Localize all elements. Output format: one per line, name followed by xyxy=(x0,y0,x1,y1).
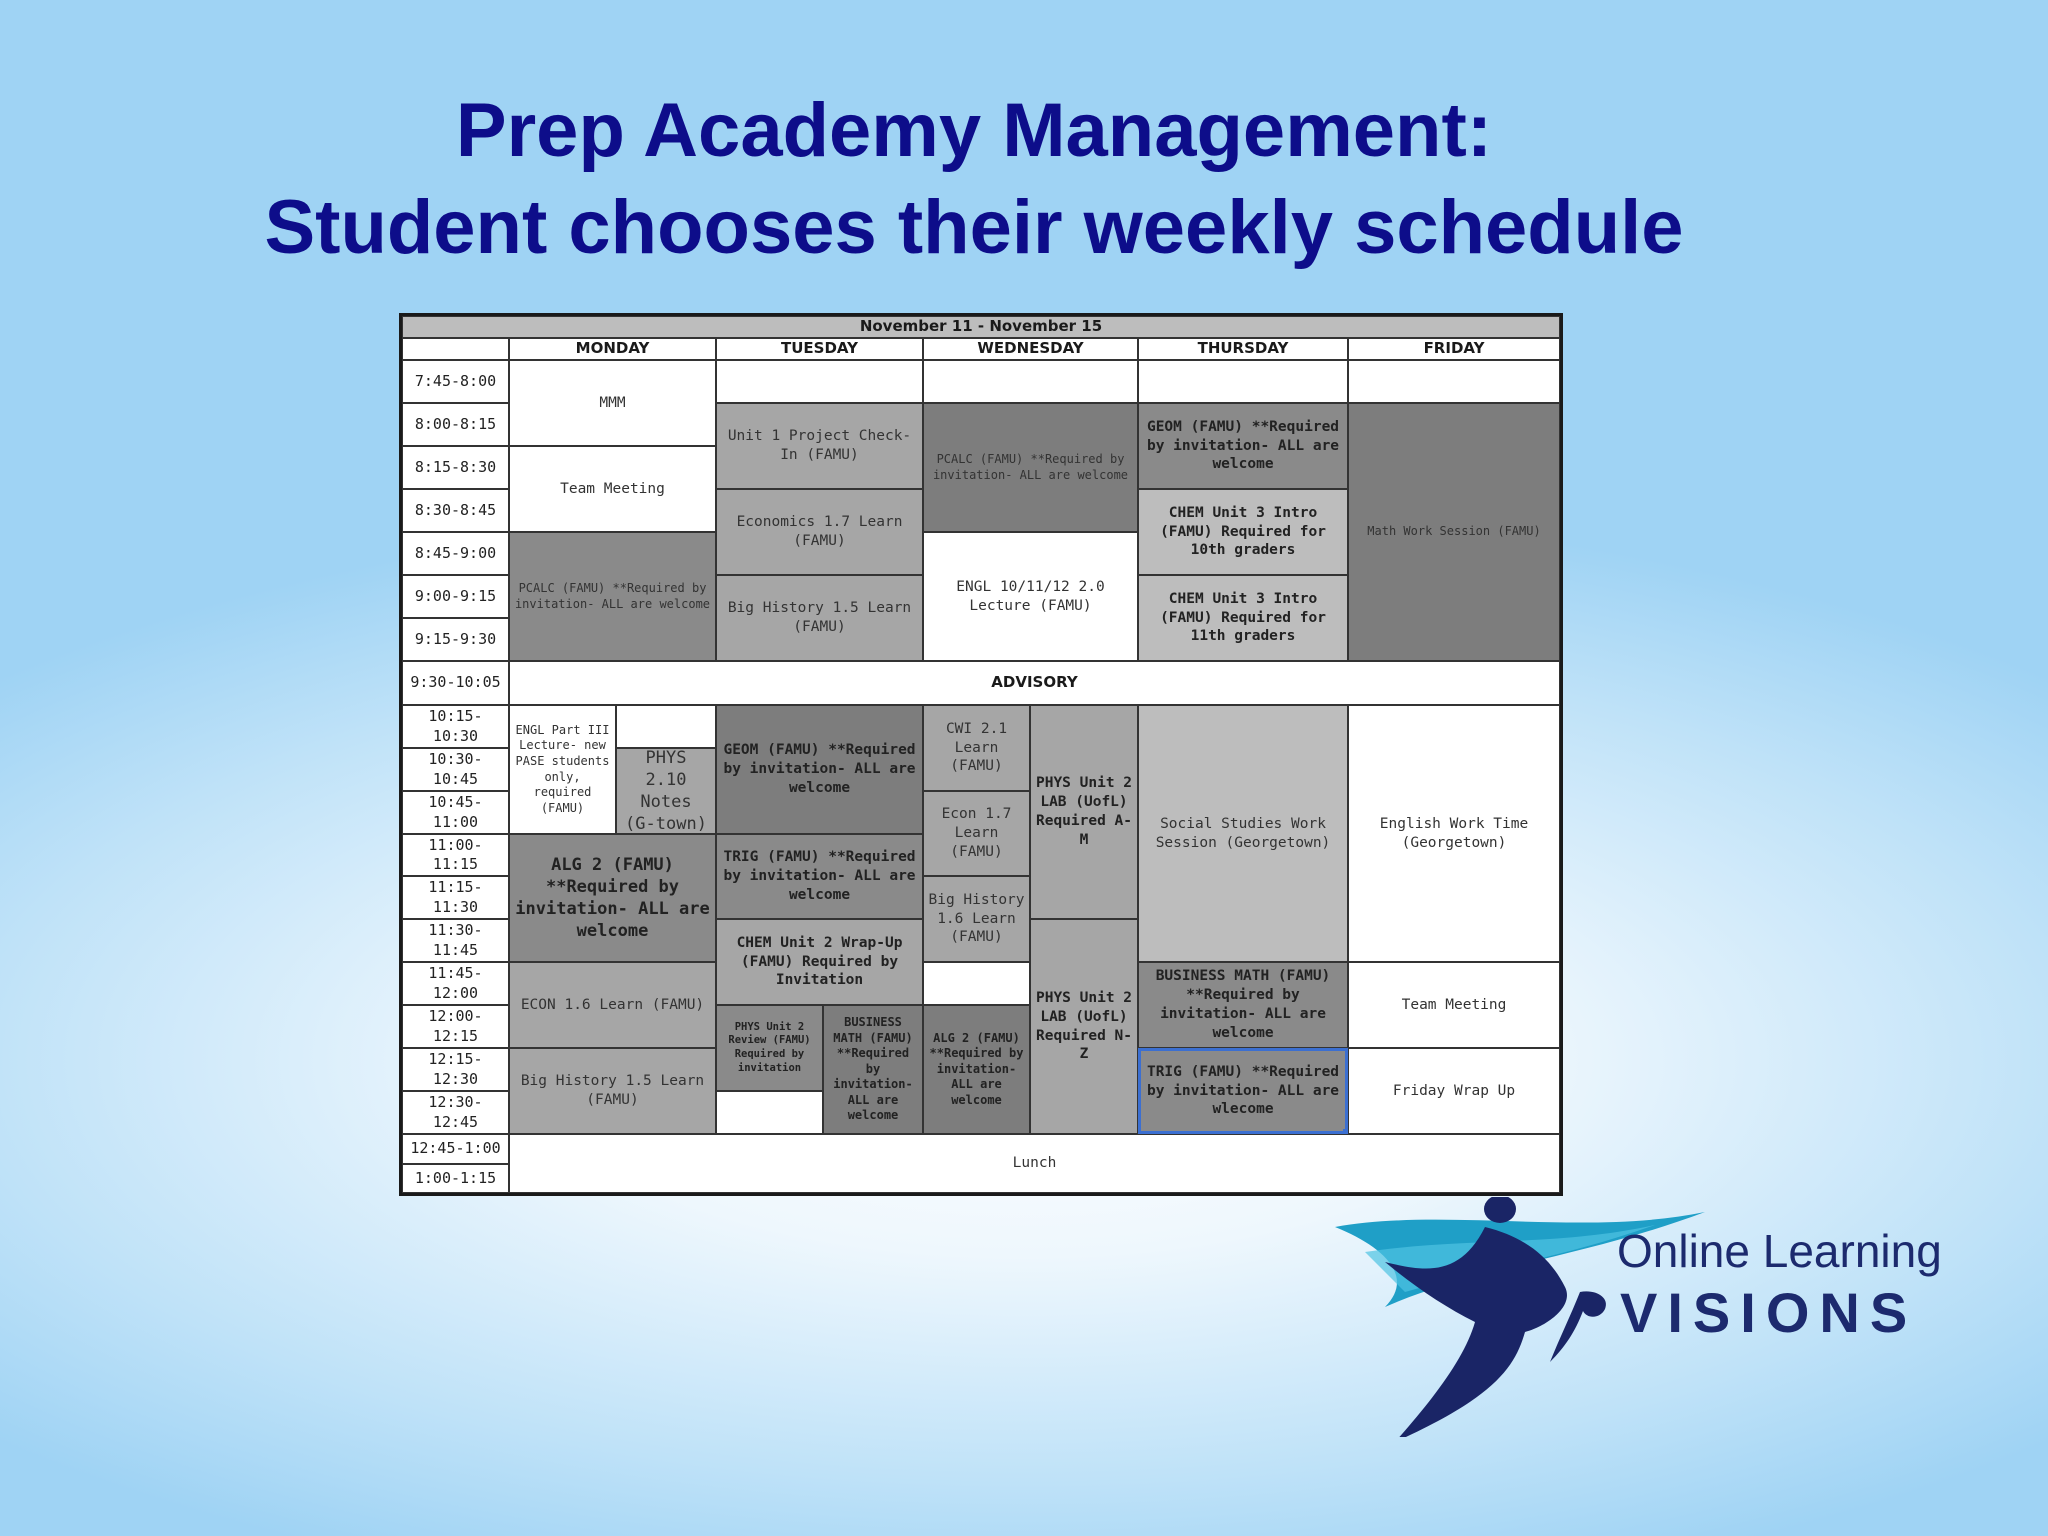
time-slot: 9:00-9:15 xyxy=(402,575,509,618)
empty-slot[interactable] xyxy=(716,1091,823,1134)
time-column-header xyxy=(402,338,509,360)
event-block[interactable]: Math Work Session (FAMU) xyxy=(1348,403,1560,661)
event-block[interactable]: ECON 1.6 Learn (FAMU) xyxy=(509,962,716,1048)
empty-slot[interactable] xyxy=(616,705,716,748)
time-slot: 10:30-10:45 xyxy=(402,748,509,791)
event-block[interactable]: PCALC (FAMU) **Required by invitation- ALL are welcome xyxy=(509,532,716,661)
time-slot: 11:15-11:30 xyxy=(402,876,509,919)
weekly-schedule-table xyxy=(399,313,1563,1196)
event-block[interactable]: Econ 1.7 Learn (FAMU) xyxy=(923,791,1030,876)
slide-title-line-1: Prep Academy Management: xyxy=(455,88,1493,173)
time-slot: 11:45-12:00 xyxy=(402,962,509,1005)
time-slot: 8:45-9:00 xyxy=(402,532,509,575)
time-slot: 9:30-10:05 xyxy=(402,661,509,705)
event-block[interactable]: CHEM Unit 3 Intro (FAMU) Required for 11th graders xyxy=(1138,575,1348,661)
day-header-tuesday: TUESDAY xyxy=(716,338,923,360)
event-block[interactable]: Social Studies Work Session (Georgetown) xyxy=(1138,705,1348,962)
event-block[interactable]: ENGL Part III Lecture- new PASE students only, required (FAMU) xyxy=(509,705,616,834)
lunch-block[interactable]: Lunch xyxy=(509,1134,1560,1193)
time-slot: 11:00-11:15 xyxy=(402,834,509,876)
date-range-header: November 11 - November 15 xyxy=(402,316,1560,338)
logo-text-line-1: Online Learning xyxy=(1617,1225,1942,1277)
logo-text-line-2: VISIONS xyxy=(1620,1281,1918,1344)
event-block[interactable]: English Work Time (Georgetown) xyxy=(1348,705,1560,962)
day-header-wednesday: WEDNESDAY xyxy=(923,338,1138,360)
empty-slot[interactable] xyxy=(923,360,1138,403)
event-block[interactable]: CWI 2.1 Learn (FAMU) xyxy=(923,705,1030,791)
event-block[interactable]: Big History 1.5 Learn (FAMU) xyxy=(509,1048,716,1134)
empty-slot[interactable] xyxy=(923,962,1030,1005)
time-slot: 12:30-12:45 xyxy=(402,1091,509,1134)
event-block[interactable]: Unit 1 Project Check-In (FAMU) xyxy=(716,403,923,489)
event-block[interactable]: GEOM (FAMU) **Required by invitation- ALL are welcome xyxy=(1138,403,1348,489)
event-block[interactable]: MMM xyxy=(509,360,716,446)
day-header-monday: MONDAY xyxy=(509,338,716,360)
time-slot: 8:15-8:30 xyxy=(402,446,509,489)
event-block[interactable]: Big History 1.6 Learn (FAMU) xyxy=(923,876,1030,962)
event-block[interactable]: Big History 1.5 Learn (FAMU) xyxy=(716,575,923,661)
event-block[interactable]: Team Meeting xyxy=(509,446,716,532)
time-slot: 8:00-8:15 xyxy=(402,403,509,446)
empty-slot[interactable] xyxy=(716,360,923,403)
event-block[interactable]: GEOM (FAMU) **Required by invitation- ALL are welcome xyxy=(716,705,923,834)
event-block[interactable]: BUSINESS MATH (FAMU) **Required by invitation- ALL are welcome xyxy=(1138,962,1348,1048)
event-block[interactable]: CHEM Unit 2 Wrap-Up (FAMU) Required by Invitation xyxy=(716,919,923,1005)
time-slot: 1:00-1:15 xyxy=(402,1164,509,1193)
advisory-block[interactable]: ADVISORY xyxy=(509,661,1560,705)
time-slot: 10:45-11:00 xyxy=(402,791,509,834)
event-block[interactable]: TRIG (FAMU) **Required by invitation- ALL are welcome xyxy=(716,834,923,919)
time-slot: 12:45-1:00 xyxy=(402,1134,509,1164)
time-slot: 8:30-8:45 xyxy=(402,489,509,532)
time-slot: 10:15-10:30 xyxy=(402,705,509,748)
event-block[interactable]: PCALC (FAMU) **Required by invitation- ALL are welcome xyxy=(923,403,1138,532)
slide-title-line-2: Student chooses their weekly schedule xyxy=(264,185,1684,270)
event-block[interactable]: Friday Wrap Up xyxy=(1348,1048,1560,1134)
event-block[interactable]: Economics 1.7 Learn (FAMU) xyxy=(716,489,923,575)
time-slot: 9:15-9:30 xyxy=(402,618,509,661)
event-block[interactable]: CHEM Unit 3 Intro (FAMU) Required for 10th graders xyxy=(1138,489,1348,575)
empty-slot[interactable] xyxy=(1138,360,1348,403)
event-block[interactable]: PHYS Unit 2 Review (FAMU) Required by invitation xyxy=(716,1005,823,1091)
event-block[interactable]: BUSINESS MATH (FAMU) **Required by invitation- ALL are welcome xyxy=(823,1005,923,1134)
event-block[interactable]: PHYS Unit 2 LAB (UofL) Required N-Z xyxy=(1030,919,1138,1134)
time-slot: 7:45-8:00 xyxy=(402,360,509,403)
event-block[interactable]: PHYS 2.10 Notes (G-town) xyxy=(616,748,716,834)
day-header-thursday: THURSDAY xyxy=(1138,338,1348,360)
event-block-selected[interactable]: TRIG (FAMU) **Required by invitation- ALL are wlecome xyxy=(1138,1048,1348,1134)
empty-slot[interactable] xyxy=(1348,360,1560,403)
event-block[interactable]: ALG 2 (FAMU) **Required by invitation- ALL are welcome xyxy=(509,834,716,962)
time-slot: 11:30-11:45 xyxy=(402,919,509,962)
event-block[interactable]: ALG 2 (FAMU) **Required by invitation- ALL are welcome xyxy=(923,1005,1030,1134)
time-slot: 12:15-12:30 xyxy=(402,1048,509,1091)
logo-figure-head-icon xyxy=(1484,1197,1516,1223)
day-header-friday: FRIDAY xyxy=(1348,338,1560,360)
time-slot: 12:00-12:15 xyxy=(402,1005,509,1048)
event-block[interactable]: Team Meeting xyxy=(1348,962,1560,1048)
event-block[interactable]: ENGL 10/11/12 2.0 Lecture (FAMU) xyxy=(923,532,1138,661)
event-block[interactable]: PHYS Unit 2 LAB (UofL) Required A-M xyxy=(1030,705,1138,919)
